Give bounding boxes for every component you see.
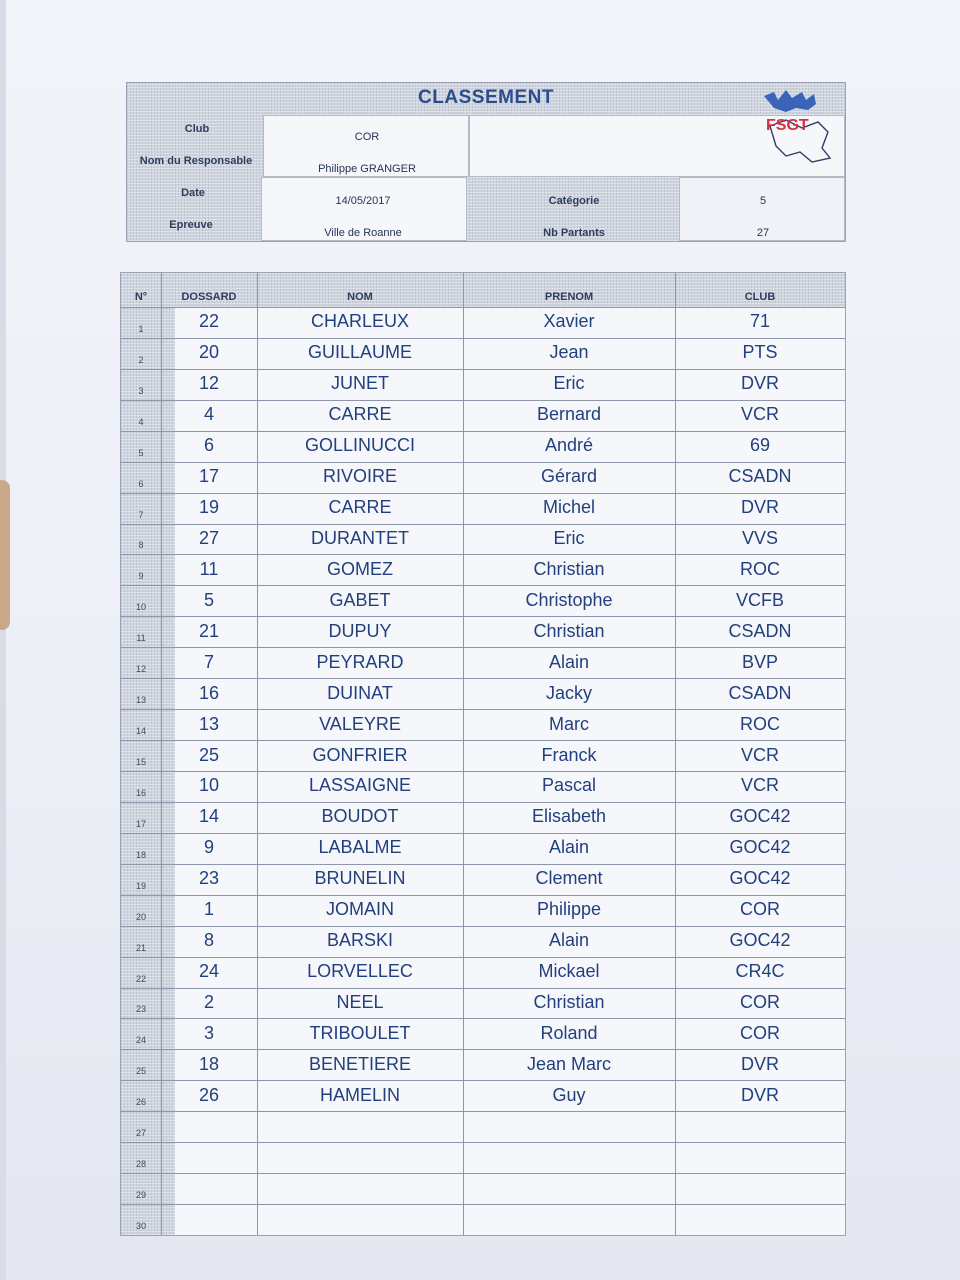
cell-club: DVR <box>740 1084 779 1105</box>
table-row <box>121 926 845 957</box>
table-row <box>121 864 845 895</box>
cell-dossard: 13 <box>198 713 220 734</box>
table-row <box>121 1018 845 1049</box>
club-label: Club <box>184 123 210 135</box>
cell-rank: 23 <box>135 1004 146 1015</box>
cell-nom: VALEYRE <box>319 713 401 734</box>
cell-dossard: 3 <box>203 1022 214 1043</box>
cell-club: 71 <box>749 311 771 332</box>
cell-club: COR <box>740 1022 780 1043</box>
col-header-n: N° <box>134 291 148 303</box>
row-divider <box>121 585 845 586</box>
row-divider <box>121 678 845 679</box>
table-row <box>121 833 845 864</box>
cell-nom: DUPUY <box>328 620 392 641</box>
cell-rank: 6 <box>138 478 144 489</box>
cell-rank: 8 <box>138 540 144 551</box>
cell-prenom: Franck <box>541 744 597 765</box>
table-row <box>121 1142 845 1173</box>
categorie-value: 5 <box>759 195 767 207</box>
cell-rank: 11 <box>136 633 146 644</box>
cell-club: BVP <box>741 651 779 672</box>
cell-prenom: Christian <box>533 620 605 641</box>
row-divider <box>121 524 845 525</box>
cell-club: ROC <box>740 713 780 734</box>
table-row <box>121 957 845 988</box>
cell-rank: 17 <box>135 818 146 829</box>
cell-nom: DURANTET <box>311 527 409 548</box>
cell-prenom: Roland <box>540 1022 598 1043</box>
table-row <box>121 1204 845 1235</box>
row-divider <box>121 1173 845 1174</box>
cell-rank: 20 <box>135 911 146 922</box>
cell-prenom: Alain <box>548 651 590 672</box>
cell-prenom: Marc <box>549 713 589 734</box>
cell-club: DVR <box>740 497 779 518</box>
table-row <box>121 1049 845 1080</box>
row-divider <box>121 864 845 865</box>
cell-dossard: 20 <box>198 342 220 363</box>
cell-dossard: 22 <box>198 311 220 332</box>
cell-club: GOC42 <box>729 806 791 827</box>
cell-nom: LORVELLEC <box>307 961 413 982</box>
table-row <box>121 585 845 616</box>
table-row <box>121 895 845 926</box>
cell-prenom: Christian <box>533 558 605 579</box>
col-header-nom: NOM <box>347 291 373 303</box>
cell-club: CR4C <box>735 961 785 982</box>
results-table <box>120 272 846 1236</box>
table-row <box>121 431 845 462</box>
table-row <box>121 771 845 802</box>
cell-nom: LABALME <box>318 837 402 858</box>
cell-dossard: 5 <box>203 589 214 610</box>
cell-rank: 7 <box>138 509 144 520</box>
cell-dossard: 4 <box>203 404 214 425</box>
cell-prenom: Elisabeth <box>531 806 607 827</box>
row-divider <box>121 369 845 370</box>
cell-club: VCR <box>740 775 779 796</box>
cell-prenom: Jacky <box>545 682 592 703</box>
cell-dossard: 25 <box>198 744 220 765</box>
cell-rank: 16 <box>135 787 146 798</box>
cell-rank: 27 <box>135 1128 146 1139</box>
cell-club: VCR <box>740 744 779 765</box>
row-divider <box>121 740 845 741</box>
cell-nom: GOMEZ <box>327 558 393 579</box>
table-row <box>121 709 845 740</box>
cell-rank: 5 <box>138 447 144 458</box>
row-divider <box>121 802 845 803</box>
cell-club: VVS <box>741 527 779 548</box>
cell-nom: GABET <box>329 589 391 610</box>
cell-club: CSADN <box>728 682 792 703</box>
cell-rank: 25 <box>135 1066 146 1077</box>
club-value: COR <box>354 131 380 143</box>
cell-dossard: 7 <box>203 651 214 672</box>
cell-rank: 30 <box>135 1220 146 1231</box>
cell-prenom: Christophe <box>525 589 613 610</box>
cell-dossard: 2 <box>203 991 214 1012</box>
table-row <box>121 524 845 555</box>
cell-rank: 10 <box>135 602 146 613</box>
cell-nom: BOUDOT <box>321 806 399 827</box>
cell-prenom: Gérard <box>540 466 598 487</box>
cell-rank: 18 <box>135 849 146 860</box>
row-divider <box>121 307 845 308</box>
cell-nom: CARRE <box>328 497 392 518</box>
table-row <box>121 740 845 771</box>
cell-club: GOC42 <box>729 930 791 951</box>
row-divider <box>121 926 845 927</box>
logo-text: FSGT <box>766 117 809 134</box>
cell-club: VCFB <box>735 589 784 610</box>
cell-nom: GUILLAUME <box>307 342 413 363</box>
cell-rank: 9 <box>138 571 144 582</box>
cell-prenom: Jean Marc <box>526 1053 612 1074</box>
cell-nom: NEEL <box>336 991 384 1012</box>
row-divider <box>121 957 845 958</box>
row-divider <box>121 616 845 617</box>
row-divider <box>121 833 845 834</box>
cell-dossard: 12 <box>198 373 220 394</box>
cell-dossard: 16 <box>198 682 220 703</box>
cell-dossard: 24 <box>198 961 220 982</box>
cell-nom: GONFRIER <box>312 744 408 765</box>
row-divider <box>121 1049 845 1050</box>
cell-dossard: 23 <box>198 868 220 889</box>
cell-dossard: 17 <box>198 466 220 487</box>
header-block <box>126 82 846 242</box>
cell-nom: BRUNELIN <box>314 868 406 889</box>
cell-nom: TRIBOULET <box>309 1022 411 1043</box>
categorie-label: Catégorie <box>548 195 600 207</box>
cell-club: CSADN <box>728 620 792 641</box>
cell-nom: PEYRARD <box>316 651 404 672</box>
cell-rank: 24 <box>135 1035 146 1046</box>
table-row <box>121 1080 845 1111</box>
cell-rank: 1 <box>138 323 144 334</box>
cell-rank: 19 <box>135 880 146 891</box>
cell-rank: 2 <box>138 354 144 365</box>
cell-rank: 3 <box>138 385 144 396</box>
cell-club: VCR <box>740 404 779 425</box>
row-divider <box>121 431 845 432</box>
cell-prenom: Pascal <box>541 775 597 796</box>
table-row <box>121 678 845 709</box>
cell-dossard: 14 <box>198 806 220 827</box>
table-row <box>121 462 845 493</box>
row-divider <box>121 493 845 494</box>
cell-nom: DUINAT <box>327 682 393 703</box>
cell-club: CSADN <box>728 466 792 487</box>
cell-prenom: Clement <box>535 868 603 889</box>
cell-dossard: 1 <box>203 899 214 920</box>
col-header-dossard: DOSSARD <box>181 291 237 303</box>
cell-rank: 28 <box>135 1159 146 1170</box>
cell-prenom: Alain <box>548 930 590 951</box>
date-value: 14/05/2017 <box>335 195 391 207</box>
cell-dossard: 19 <box>198 497 220 518</box>
col-header-club: CLUB <box>744 291 776 303</box>
table-row <box>121 988 845 1019</box>
cell-rank: 15 <box>135 756 146 767</box>
cell-rank: 14 <box>135 726 146 737</box>
epreuve-value: Ville de Roanne <box>324 227 402 239</box>
epreuve-label: Epreuve <box>169 219 213 231</box>
cell-nom: GOLLINUCCI <box>304 435 416 456</box>
table-row <box>121 554 845 585</box>
table-row <box>121 369 845 400</box>
cell-club: 69 <box>749 435 771 456</box>
row-divider <box>121 771 845 772</box>
cell-rank: 13 <box>135 695 146 706</box>
table-row <box>121 647 845 678</box>
table-row <box>121 400 845 431</box>
cell-nom: JUNET <box>331 373 389 394</box>
cell-nom: JOMAIN <box>325 899 394 920</box>
cell-prenom: André <box>544 435 594 456</box>
cell-dossard: 26 <box>198 1084 220 1105</box>
table-row <box>121 802 845 833</box>
cell-prenom: Jean <box>549 342 589 363</box>
cell-club: COR <box>740 899 780 920</box>
col-header-prenom: PRENOM <box>544 291 594 303</box>
cell-rank: 22 <box>135 973 146 984</box>
cell-nom: HAMELIN <box>319 1084 400 1105</box>
cell-dossard: 10 <box>198 775 220 796</box>
row-divider <box>121 338 845 339</box>
cell-club: PTS <box>742 342 778 363</box>
cell-dossard: 9 <box>203 837 214 858</box>
row-divider <box>121 1142 845 1143</box>
cell-nom: CARRE <box>328 404 392 425</box>
cell-nom: LASSAIGNE <box>308 775 412 796</box>
cell-club: COR <box>740 991 780 1012</box>
table-row <box>121 307 845 338</box>
table-row <box>121 493 845 524</box>
table-row <box>121 1173 845 1204</box>
row-divider <box>121 462 845 463</box>
cell-rank: 4 <box>138 416 144 427</box>
cell-dossard: 8 <box>203 930 214 951</box>
cell-prenom: Christian <box>533 991 605 1012</box>
partants-value: 27 <box>756 227 770 239</box>
cell-dossard: 21 <box>198 620 220 641</box>
cell-nom: BARSKI <box>326 930 394 951</box>
table-row <box>121 616 845 647</box>
cell-prenom: Eric <box>553 527 585 548</box>
cell-club: GOC42 <box>729 837 791 858</box>
cell-rank: 29 <box>135 1190 146 1201</box>
cell-club: DVR <box>740 373 779 394</box>
cell-prenom: Eric <box>553 373 585 394</box>
row-divider <box>121 647 845 648</box>
responsable-label: Nom du Responsable <box>139 155 253 167</box>
cell-rank: 21 <box>135 942 146 953</box>
cell-club: DVR <box>740 1053 779 1074</box>
cell-nom: RIVOIRE <box>322 466 397 487</box>
cell-prenom: Philippe <box>536 899 602 920</box>
table-row <box>121 338 845 369</box>
row-divider <box>121 1204 845 1205</box>
row-divider <box>121 1080 845 1081</box>
cell-dossard: 6 <box>203 435 214 456</box>
cell-rank: 12 <box>135 664 146 675</box>
table-row <box>121 1111 845 1142</box>
cell-prenom: Alain <box>548 837 590 858</box>
holding-finger <box>0 480 10 630</box>
cell-prenom: Mickael <box>538 961 600 982</box>
cell-club: GOC42 <box>729 868 791 889</box>
cell-prenom: Xavier <box>543 311 595 332</box>
cell-prenom: Michel <box>542 497 595 518</box>
row-divider <box>121 1111 845 1112</box>
cell-dossard: 27 <box>198 527 220 548</box>
fsgt-logo <box>756 86 838 166</box>
page-title: CLASSEMENT <box>418 87 554 108</box>
row-divider <box>121 1018 845 1019</box>
table-header <box>121 273 845 307</box>
row-divider <box>121 400 845 401</box>
cell-dossard: 11 <box>199 558 219 579</box>
row-divider <box>121 554 845 555</box>
partants-label: Nb Partants <box>543 227 605 239</box>
cell-club: ROC <box>740 558 780 579</box>
row-divider <box>121 895 845 896</box>
cell-prenom: Guy <box>552 1084 586 1105</box>
cell-nom: BENETIERE <box>308 1053 412 1074</box>
cell-prenom: Bernard <box>536 404 602 425</box>
date-label: Date <box>181 187 205 199</box>
cell-rank: 26 <box>135 1097 146 1108</box>
responsable-value: Philippe GRANGER <box>318 163 416 175</box>
row-divider <box>121 709 845 710</box>
row-divider <box>121 988 845 989</box>
cell-nom: CHARLEUX <box>310 311 410 332</box>
cell-dossard: 18 <box>198 1053 220 1074</box>
